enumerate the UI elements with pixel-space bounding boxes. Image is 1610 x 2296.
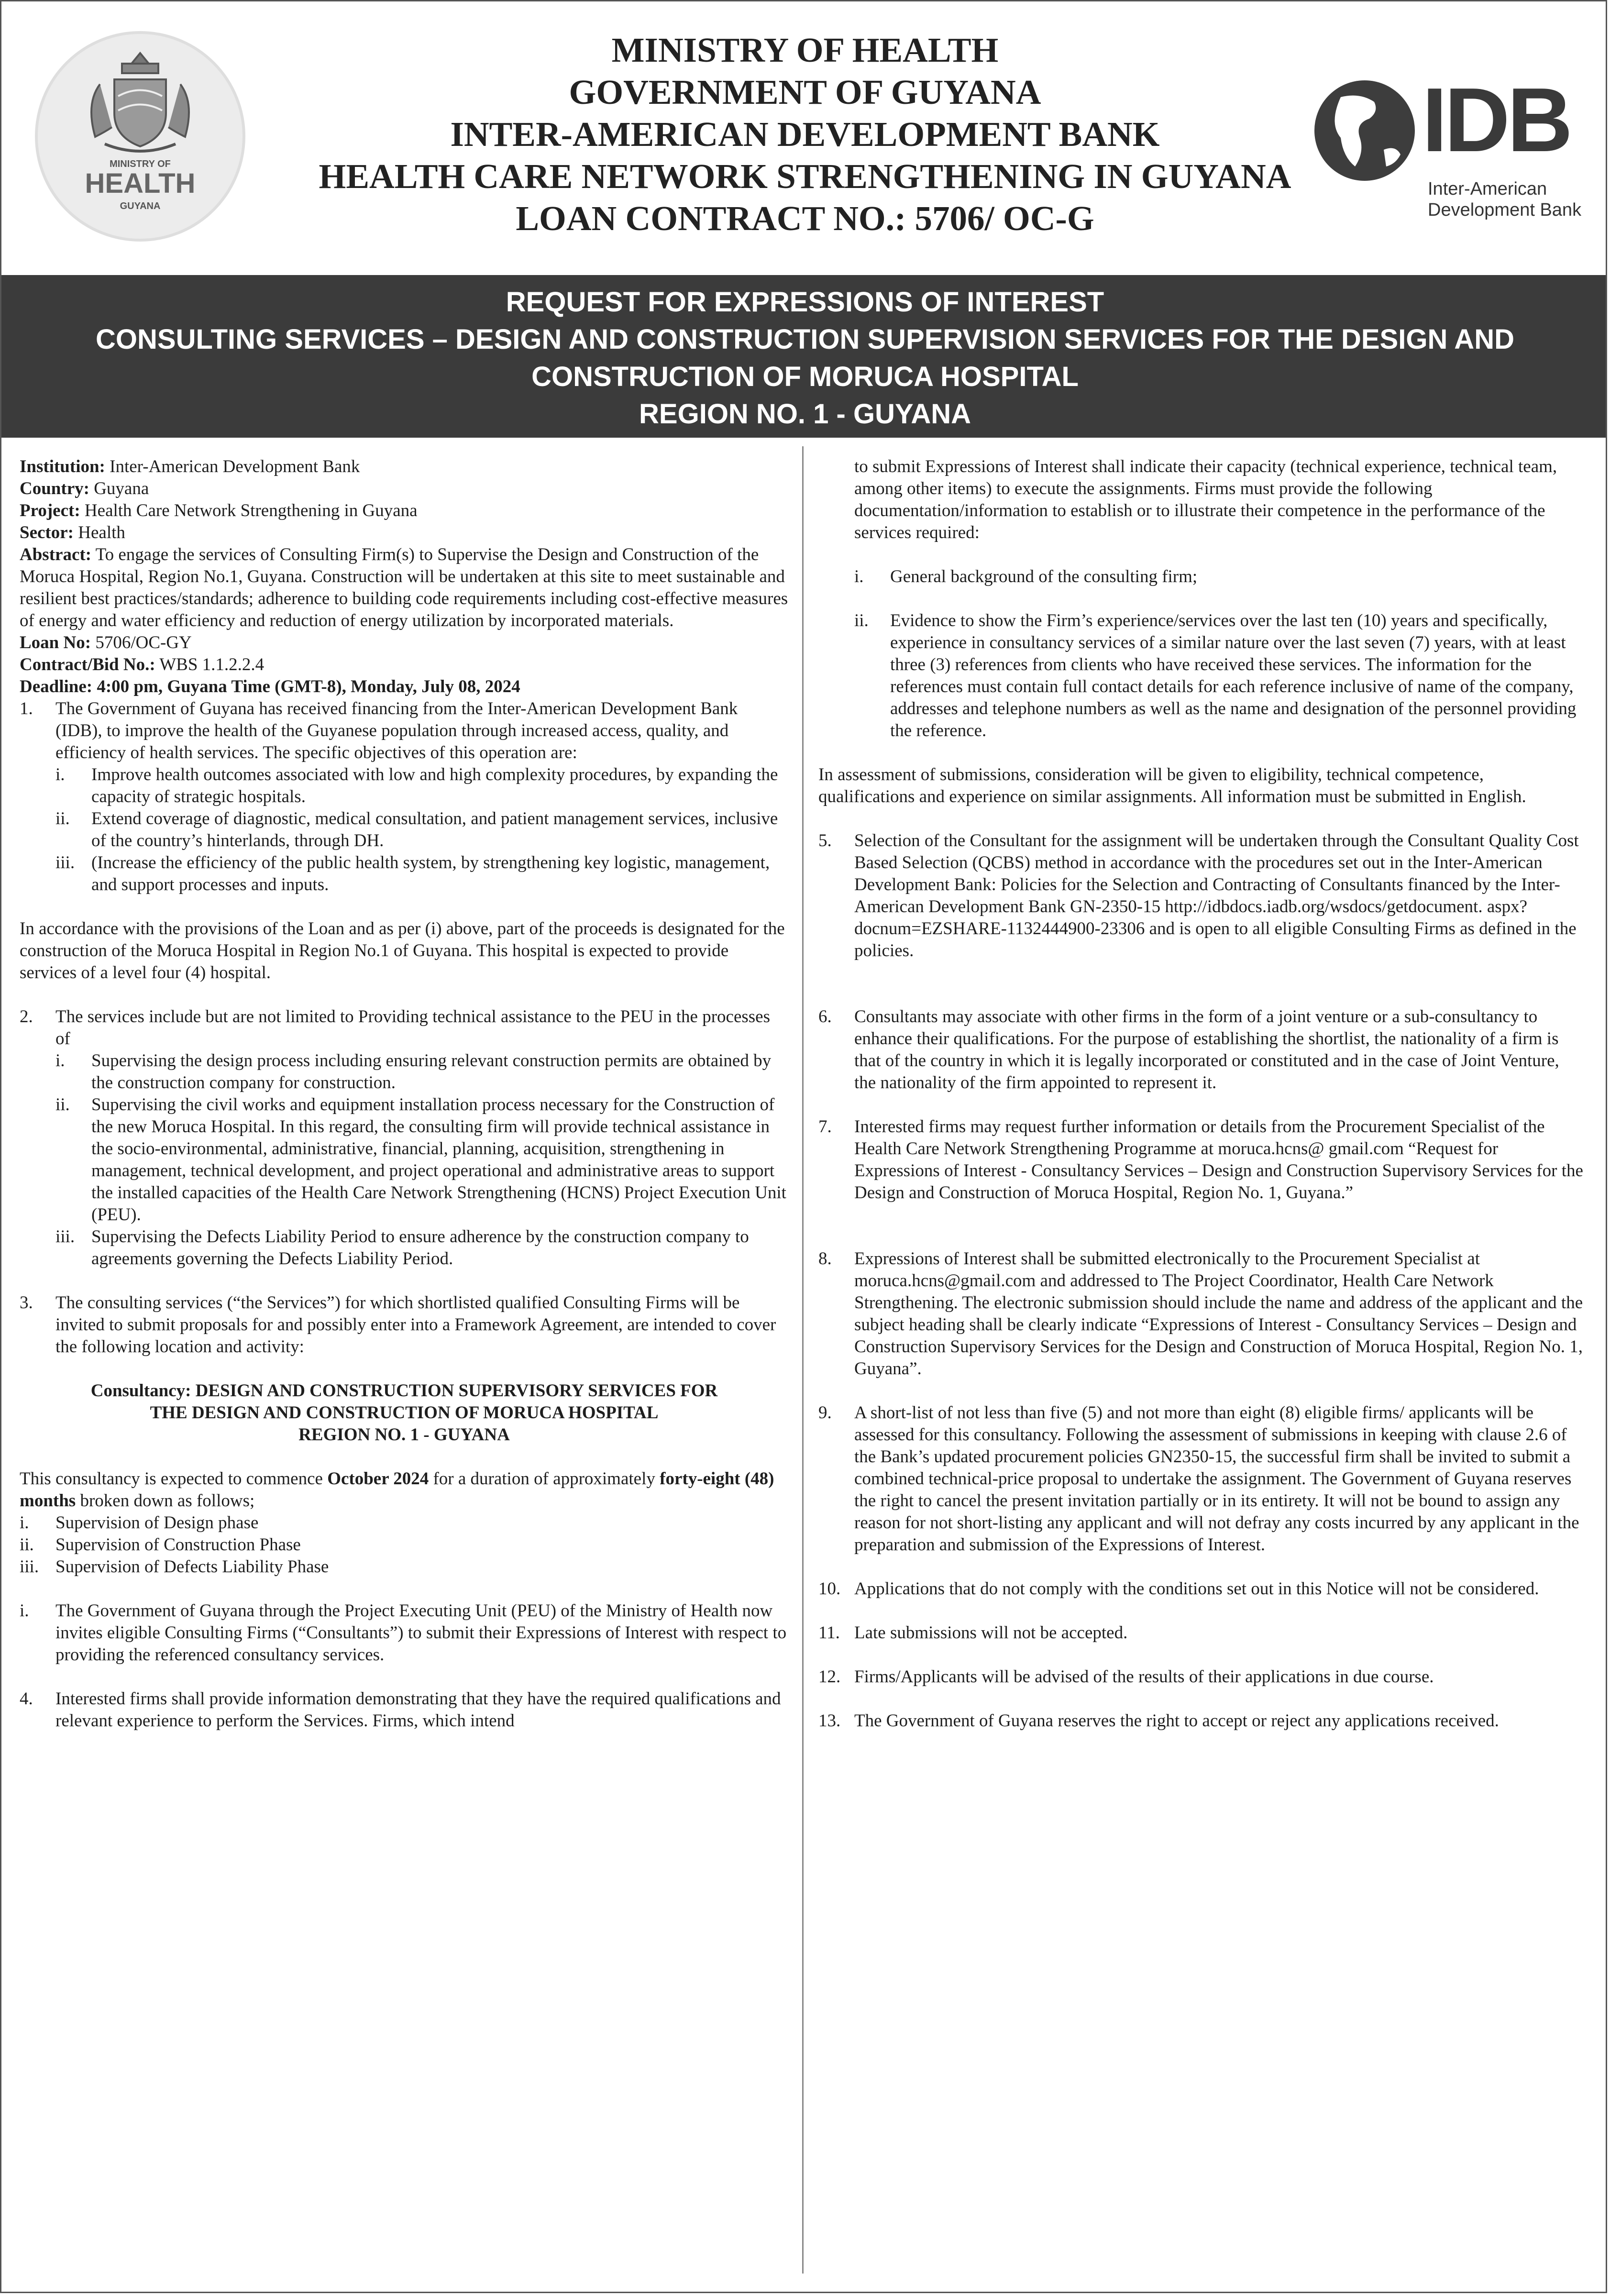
item-text: Firms/Applicants will be advised of the results of their applications in due course. — [854, 1667, 1434, 1687]
paragraph-7 — [818, 1116, 1584, 1204]
ministry-of-health-logo — [35, 31, 245, 242]
commence-text: for a duration of approximately — [429, 1469, 660, 1489]
spacer — [818, 544, 1584, 566]
column-divider — [802, 446, 804, 2274]
assessment-paragraph: In assessment of submissions, consideration will be given to eligibility, technical competence, qualifications and experience on similar assignments. All information must be submitted in English. — [818, 765, 1526, 806]
banner-line: CONSULTING SERVICES – DESIGN AND CONSTRUCTION SUPERVISION SERVICES FOR THE DESIGN AND — [96, 324, 1514, 355]
field-loan — [20, 632, 789, 654]
doc-number: i. — [854, 567, 864, 586]
field-institution — [20, 456, 789, 478]
spacer — [854, 588, 1584, 610]
item-text: A short-list of not less than five (5) and not more than eight (8) eligible firms/ applicants will be assessed for this consultancy. Following the assessment of submissions in keeping with clause 2.6 of the Bank’s updated procurement policies GN2350-15, the successful firm shall be invited to submit a combined technical-price proposal to undertake the assignment. The Government of Guyana reserves the right to cancel the present invitation partially or in its entirety. It will not be bound to assign any reason for not short-listing any applicant and will not defray any costs incurred by any applicant in the preparation and submission of the Expressions of Interest. — [854, 1403, 1579, 1555]
sub-text: Extend coverage of diagnostic, medical consultation, and patient management services, inclusive of the country’s hinterlands, through DH. — [91, 809, 778, 850]
item-number: 12. — [818, 1667, 841, 1687]
spacer — [818, 1380, 1584, 1402]
paragraph-10 — [818, 1578, 1584, 1600]
documentation-list — [818, 566, 1584, 742]
field-project — [20, 500, 789, 522]
spacer — [818, 1556, 1584, 1578]
item-number: 3. — [20, 1293, 33, 1313]
spacer — [818, 742, 1584, 764]
deadline-text: Deadline: 4:00 pm, Guyana Time (GMT-8), Monday, July 08, 2024 — [20, 677, 520, 696]
sub-item — [55, 808, 789, 852]
commence-duration: forty-eight (48) months — [20, 1469, 774, 1511]
sub-item — [55, 764, 789, 808]
consultancy-heading-line: THE DESIGN AND CONSTRUCTION OF MORUCA HOSPITAL — [150, 1403, 659, 1423]
consultancy-heading-line: REGION NO. 1 - GUYANA — [298, 1425, 510, 1445]
item-number: 10. — [818, 1579, 841, 1599]
item-text: Interested firms shall provide information demonstrating that they have the required qualifications and relevant experience to perform the Services. Firms, which intend — [55, 1689, 781, 1731]
phase-number: i. — [20, 1513, 29, 1533]
field-label: Project: — [20, 501, 80, 520]
item-number: 13. — [818, 1711, 841, 1731]
paragraph-6 — [818, 1006, 1584, 1094]
idb-subtitle — [1428, 178, 1581, 221]
spacer — [20, 1666, 789, 1688]
banner-line: CONSTRUCTION OF MORUCA HOSPITAL — [531, 361, 1079, 392]
field-value: Health — [74, 523, 125, 542]
header-title-line: LOAN CONTRACT NO.: 5706/ OC-G — [516, 199, 1094, 238]
item-body — [55, 1006, 789, 1270]
spacer — [20, 1358, 789, 1380]
paragraph-4-continued — [818, 456, 1584, 544]
sub-number: iii. — [55, 853, 75, 872]
item-number-blank — [818, 456, 854, 544]
spacer — [818, 1094, 1584, 1116]
paragraph-4 — [20, 1688, 789, 1732]
commence-text: broken down as follows; — [76, 1491, 255, 1511]
item-text: Expressions of Interest shall be submitted electronically to the Procurement Specialist at moruca.hcns@gmail.com and addressed to The Project Coordinator, Health Care Network Strengthening. The electronic submission should include the name and address of the applicant and the subject heading shall be clearly indicate “Expressions of Interest - Consultancy Services – Design and Construction Supervisory Services for the Design and Construction of Moruca Hospital, Region No. 1, Guyana”. — [854, 1249, 1583, 1379]
paragraph-1 — [20, 698, 789, 896]
sub-text: (Increase the efficiency of the public health system, by strengthening key logistic, management, and support processes and inputs. — [91, 853, 770, 894]
item-text: The services include but are not limited to Providing technical assistance to the PEU in the processes of — [55, 1007, 771, 1049]
paragraph-accordance: In accordance with the provisions of the Loan and as per (i) above, part of the proceeds is designated for the construction of the Moruca Hospital in Region No.1 of Guyana. This hospital is expected to provide services of a level four (4) hospital. — [20, 919, 785, 982]
banner-line: REQUEST FOR EXPRESSIONS OF INTEREST — [506, 287, 1104, 318]
item-text: Applications that do not comply with the conditions set out in this Notice will not be considered. — [854, 1579, 1539, 1599]
phase-item — [20, 1556, 789, 1578]
commence-date: October 2024 — [327, 1469, 429, 1489]
paragraph-3 — [20, 1292, 789, 1358]
consultancy-heading — [20, 1380, 789, 1446]
sub-text: Supervising the civil works and equipment installation process necessary for the Construction of the new Moruca Hospital. In this regard, the consulting firm will provide technical assistance in the socio-environmental, administrative, financial, planning, acquisition, strengthening in management, technical development, and project operational and administrative areas to support the installed capacities of the Health Care Network Strengthening (HCNS) Project Execution Unit (PEU). — [91, 1095, 786, 1225]
sub-number: ii. — [55, 809, 70, 828]
phase-number: iii. — [20, 1557, 39, 1577]
phase-text: Supervision of Defects Liability Phase — [55, 1557, 329, 1577]
item-text: Consultants may associate with other firms in the form of a joint venture or a sub-consultancy to enhance their qualifications. For the purpose of establishing the shortlist, the nationality of a firm is that of the country in which it is legally incorporated or constituted and in the case of Joint Venture, the nationality of the firm appointed to represent it. — [854, 1007, 1559, 1093]
item-text: Interested firms may request further information or details from the Procurement Specialist of the Health Care Network Strengthening Programme at moruca.hcns@ gmail.com “Request for Expressions of Interest - Consultancy Services – Design and Construction Supervisory Services for the Design and Construction of Moruca Hospital, Region No. 1, Guyana.” — [854, 1117, 1583, 1203]
paragraph-11 — [818, 1622, 1584, 1644]
spacer — [818, 1204, 1584, 1248]
idb-logo — [1312, 69, 1582, 231]
field-abstract — [20, 544, 789, 632]
spacer — [20, 1446, 789, 1468]
sub-number: ii. — [55, 1095, 70, 1115]
item-text: The Government of Guyana reserves the right to accept or reject any applications received. — [854, 1711, 1499, 1731]
sub-item — [55, 1226, 789, 1270]
paragraph-i-invitation — [20, 1600, 789, 1666]
idb-subtitle-line: Inter-American — [1428, 179, 1547, 199]
field-value: Health Care Network Strengthening in Guyana — [80, 501, 418, 520]
item-text: to submit Expressions of Interest shall indicate their capacity (technical experience, technical team, among other items) to execute the assignments. Firms must provide the following documentation/information to establish or to illustrate their competence in the performance of the services required: — [854, 457, 1557, 542]
phase-text: Supervision of Design phase — [55, 1513, 259, 1533]
paragraph-12 — [818, 1666, 1584, 1688]
paragraph-8 — [818, 1248, 1584, 1380]
spacer — [818, 962, 1584, 1006]
field-label: Contract/Bid No.: — [20, 655, 155, 674]
spacer — [20, 1578, 789, 1600]
field-deadline — [20, 676, 789, 698]
phase-item — [20, 1534, 789, 1556]
header-title-line: GOVERNMENT OF GUYANA — [569, 73, 1041, 111]
item-text: The Government of Guyana has received financing from the Inter-American Development Bank (IDB), to improve the health of the Guyanese population through increased access, quality, and efficiency of health services. The specific objectives of this operation are: — [55, 699, 738, 762]
field-value: 5706/OC-GY — [91, 633, 192, 652]
sub-text: Supervising the design process including ensuring relevant construction permits are obtained by the construction company for construction. — [91, 1051, 772, 1093]
consultancy-heading-line: Consultancy: DESIGN AND CONSTRUCTION SUPERVISORY SERVICES FOR — [90, 1381, 718, 1401]
item-number: 2. — [20, 1007, 33, 1027]
coat-of-arms-icon — [38, 34, 243, 239]
spacer — [818, 1688, 1584, 1710]
field-value: Inter-American Development Bank — [105, 457, 360, 476]
item-number: 8. — [818, 1249, 832, 1269]
svg-text:GUYANA: GUYANA — [120, 201, 161, 211]
phase-number: ii. — [20, 1535, 34, 1555]
header-title-line: HEALTH CARE NETWORK STRENGTHENING IN GUYANA — [319, 157, 1291, 196]
field-label: Institution: — [20, 457, 105, 476]
field-value: To engage the services of Consulting Firm(s) to Supervise the Design and Construction of the Moruca Hospital, Region No.1, Guyana. Construction will be undertaken at this site to meet sustainable and resilient best practices/standards; adherence to building code requirements including cost-effective measures of energy and water efficiency and reduction of energy utilization by incorporated materials. — [20, 545, 788, 630]
item-text: Selection of the Consultant for the assignment will be undertaken through the Consultant Quality Cost Based Selection (QCBS) method in accordance with the procedures set out in the Inter-American Development Bank: Policies for the Selection and Contracting of Consultants financed by the Inter-American Development Bank GN-2350-15 http://idbdocs.iadb.org/wsdocs/getdocument. aspx?docnum=EZSHARE-1132444900-23306 and is open to all eligible Consulting Firms as defined in the policies. — [854, 831, 1579, 960]
field-label: Loan No: — [20, 633, 91, 652]
idb-wordmark: IDB — [1422, 69, 1570, 171]
spacer — [818, 1600, 1584, 1622]
banner-line: REGION NO. 1 - GUYANA — [639, 398, 971, 430]
title-banner — [1, 275, 1607, 438]
sub-number: i. — [55, 765, 65, 784]
header-title-line: MINISTRY OF HEALTH — [611, 31, 999, 69]
item-number: 5. — [818, 831, 832, 850]
paragraph-2 — [20, 1006, 789, 1270]
phase-text: Supervision of Construction Phase — [55, 1535, 301, 1555]
left-column — [20, 456, 789, 1732]
field-label: Abstract: — [20, 545, 92, 564]
field-value: Guyana — [89, 479, 149, 498]
item-number: 4. — [20, 1689, 33, 1709]
svg-text:MINISTRY OF: MINISTRY OF — [110, 159, 171, 169]
item-text: Late submissions will not be accepted. — [854, 1623, 1128, 1643]
item-text: The consulting services (“the Services”) for which shortlisted qualified Consulting Firms will be invited to submit proposals for and possibly enter into a Framework Agreement, are intended to cover the following location and activity: — [55, 1293, 776, 1357]
phase-item — [20, 1512, 789, 1534]
spacer — [20, 1270, 789, 1292]
item-number: 6. — [818, 1007, 832, 1027]
commence-text: This consultancy is expected to commence — [20, 1469, 328, 1489]
sub-text: Improve health outcomes associated with low and high complexity procedures, by expanding the capacity of strategic hospitals. — [91, 765, 778, 806]
field-contract — [20, 654, 789, 676]
paragraph-13 — [818, 1710, 1584, 1732]
spacer — [818, 808, 1584, 830]
item-number-blank — [818, 566, 854, 742]
sub-number: i. — [55, 1051, 65, 1071]
doc-text: General background of the consulting firm; — [890, 567, 1198, 586]
paragraph-9 — [818, 1402, 1584, 1556]
idb-subtitle-line: Development Bank — [1428, 200, 1582, 220]
commence-paragraph — [20, 1468, 789, 1512]
header-title-line: INTER-AMERICAN DEVELOPMENT BANK — [450, 115, 1160, 154]
item-body — [55, 698, 789, 896]
spacer — [20, 984, 789, 1006]
sub-text: Supervising the Defects Liability Period to ensure adherence by the construction company to agreements governing the Defects Liability Period. — [91, 1227, 749, 1269]
spacer — [20, 896, 789, 918]
item-number: 11. — [818, 1623, 840, 1643]
field-label: Sector: — [20, 523, 74, 542]
sub-item — [55, 1050, 789, 1094]
item-number: 1. — [20, 699, 33, 718]
sub-item — [55, 852, 789, 896]
sub-number: iii. — [55, 1227, 75, 1247]
right-column — [818, 456, 1584, 1732]
item-text: The Government of Guyana through the Project Executing Unit (PEU) of the Ministry of Health now invites eligible Consulting Firms (“Consultants”) to submit their Expressions of Interest with respect to providing the referenced consultancy services. — [55, 1601, 787, 1665]
field-value: WBS 1.1.2.2.4 — [155, 655, 265, 674]
doc-item — [854, 566, 1584, 588]
paragraph-5 — [818, 830, 1584, 962]
item-number: 7. — [818, 1117, 832, 1137]
header — [1, 1, 1607, 274]
field-label: Country: — [20, 479, 89, 498]
item-number: i. — [20, 1601, 29, 1621]
doc-number: ii. — [854, 611, 869, 630]
item-body — [854, 566, 1584, 742]
field-country — [20, 478, 789, 500]
item-number: 9. — [818, 1403, 832, 1423]
field-sector — [20, 522, 789, 544]
doc-text: Evidence to show the Firm’s experience/services over the last ten (10) years and specifically, experience in consultancy services of a similar nature over the last seven (7) years, with at least three (3) references from clients who have received these services. The information for the references must contain full contact details for each reference inclusive of name of the company, addresses and telephone numbers as well as the name and designation of the personnel providing the reference. — [890, 611, 1577, 740]
header-title — [279, 29, 1331, 240]
spacer — [818, 1644, 1584, 1666]
doc-item — [854, 610, 1584, 742]
sub-item — [55, 1094, 789, 1226]
svg-text:HEALTH: HEALTH — [85, 168, 196, 199]
idb-globe-icon — [1312, 78, 1417, 183]
